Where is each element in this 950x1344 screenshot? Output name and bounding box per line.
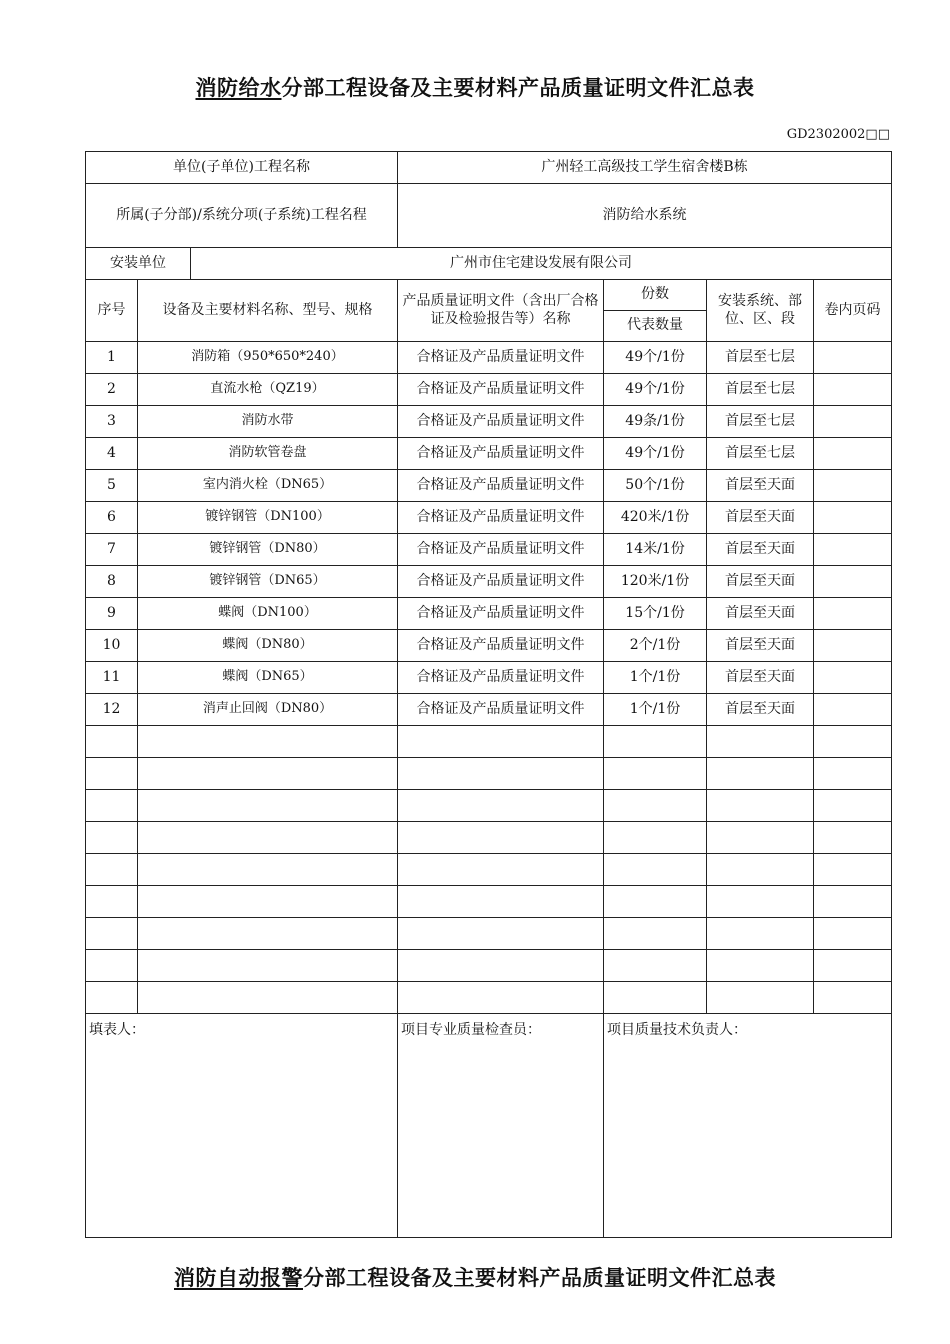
- row-location: [707, 790, 814, 822]
- row-page: [814, 662, 892, 694]
- row-page: [814, 790, 892, 822]
- row-material: 直流水枪（QZ19）: [138, 374, 398, 406]
- row-material: [138, 758, 398, 790]
- col-material: 设备及主要材料名称、型号、规格: [138, 280, 398, 342]
- row-seq: [86, 790, 138, 822]
- row-material: 镀锌钢管（DN80）: [138, 534, 398, 566]
- row-page: [814, 566, 892, 598]
- row-location: 首层至天面: [707, 630, 814, 662]
- row-material: [138, 726, 398, 758]
- row-seq: [86, 982, 138, 1014]
- row-page: [814, 534, 892, 566]
- table-row: [86, 886, 892, 918]
- table-row: [86, 758, 892, 790]
- row-material: 镀锌钢管（DN100）: [138, 502, 398, 534]
- row-quantity: [604, 886, 707, 918]
- row-certificate: 合格证及产品质量证明文件: [398, 662, 604, 694]
- row-seq: 9: [86, 598, 138, 630]
- row-seq: [86, 950, 138, 982]
- table-row: [86, 566, 892, 598]
- row-seq: 7: [86, 534, 138, 566]
- install-row: [86, 248, 892, 280]
- row-quantity: 50个/1份: [604, 470, 707, 502]
- row-quantity: [604, 918, 707, 950]
- next-title-text: 分部工程设备及主要材料产品质量证明文件汇总表: [303, 1265, 776, 1290]
- row-seq: 8: [86, 566, 138, 598]
- row-material: 消声止回阀（DN80）: [138, 694, 398, 726]
- row-quantity: [604, 758, 707, 790]
- row-page: [814, 950, 892, 982]
- row-location: [707, 822, 814, 854]
- row-quantity: 49条/1份: [604, 406, 707, 438]
- row-seq: 3: [86, 406, 138, 438]
- row-quantity: 1个/1份: [604, 694, 707, 726]
- row-seq: [86, 854, 138, 886]
- row-page: [814, 342, 892, 374]
- row-location: 首层至天面: [707, 534, 814, 566]
- table-row: [86, 342, 892, 374]
- table-row: [86, 502, 892, 534]
- row-certificate: [398, 790, 604, 822]
- row-certificate: [398, 822, 604, 854]
- row-location: 首层至天面: [707, 694, 814, 726]
- row-seq: [86, 726, 138, 758]
- subdivision-value: 消防给水系统: [398, 184, 892, 248]
- row-material: 消防箱（950*650*240）: [138, 342, 398, 374]
- row-material: [138, 822, 398, 854]
- row-quantity: 1个/1份: [604, 662, 707, 694]
- table-row: [86, 598, 892, 630]
- row-certificate: 合格证及产品质量证明文件: [398, 534, 604, 566]
- row-material: 消防水带: [138, 406, 398, 438]
- row-quantity: 120米/1份: [604, 566, 707, 598]
- table-row: [86, 854, 892, 886]
- row-location: [707, 854, 814, 886]
- row-page: [814, 502, 892, 534]
- row-certificate: [398, 950, 604, 982]
- row-seq: [86, 822, 138, 854]
- col-seq: 序号: [86, 280, 138, 342]
- row-material: [138, 982, 398, 1014]
- form-code: GD2302002□□: [786, 127, 890, 142]
- row-location: 首层至天面: [707, 566, 814, 598]
- row-certificate: 合格证及产品质量证明文件: [398, 342, 604, 374]
- row-location: 首层至天面: [707, 662, 814, 694]
- table-row: [86, 726, 892, 758]
- row-certificate: [398, 854, 604, 886]
- row-seq: 6: [86, 502, 138, 534]
- row-location: [707, 758, 814, 790]
- row-location: 首层至七层: [707, 342, 814, 374]
- row-quantity: 2个/1份: [604, 630, 707, 662]
- row-seq: 12: [86, 694, 138, 726]
- subsystem-name: 消防给水: [195, 75, 282, 100]
- row-material: [138, 790, 398, 822]
- row-location: [707, 886, 814, 918]
- row-page: [814, 598, 892, 630]
- title-text: 分部工程设备及主要材料产品质量证明文件汇总表: [281, 75, 755, 100]
- table-row: [86, 662, 892, 694]
- row-quantity: 15个/1份: [604, 598, 707, 630]
- row-certificate: 合格证及产品质量证明文件: [398, 374, 604, 406]
- table-row: [86, 438, 892, 470]
- install-value: 广州市住宅建设发展有限公司: [191, 248, 892, 280]
- signature-row: [86, 1014, 892, 1238]
- row-quantity: [604, 822, 707, 854]
- row-page: [814, 630, 892, 662]
- unit-row: [86, 152, 892, 184]
- column-header-row: [86, 280, 892, 311]
- col-location: 安装系统、部位、区、段: [707, 280, 814, 342]
- col-quantity: 代表数量: [604, 311, 707, 342]
- row-seq: 11: [86, 662, 138, 694]
- subdivision-row: [86, 184, 892, 248]
- row-location: 首层至七层: [707, 406, 814, 438]
- row-certificate: 合格证及产品质量证明文件: [398, 630, 604, 662]
- row-certificate: [398, 726, 604, 758]
- row-quantity: 14米/1份: [604, 534, 707, 566]
- row-certificate: [398, 918, 604, 950]
- row-certificate: 合格证及产品质量证明文件: [398, 598, 604, 630]
- row-location: 首层至天面: [707, 502, 814, 534]
- row-page: [814, 470, 892, 502]
- row-certificate: 合格证及产品质量证明文件: [398, 502, 604, 534]
- row-seq: 10: [86, 630, 138, 662]
- row-material: 消防软管卷盘: [138, 438, 398, 470]
- row-material: 蝶阀（DN100）: [138, 598, 398, 630]
- row-quantity: [604, 950, 707, 982]
- row-location: 首层至天面: [707, 470, 814, 502]
- row-material: [138, 886, 398, 918]
- row-quantity: [604, 726, 707, 758]
- summary-table: [85, 151, 892, 1238]
- install-label: 安装单位: [86, 248, 191, 280]
- row-quantity: 420米/1份: [604, 502, 707, 534]
- row-seq: 2: [86, 374, 138, 406]
- table-row: [86, 982, 892, 1014]
- table-row: [86, 470, 892, 502]
- table-row: [86, 406, 892, 438]
- row-seq: [86, 918, 138, 950]
- table-row: [86, 630, 892, 662]
- row-page: [814, 374, 892, 406]
- row-location: [707, 726, 814, 758]
- row-seq: [86, 758, 138, 790]
- unit-value: 广州轻工高级技工学生宿舍楼B栋: [398, 152, 892, 184]
- table-row: [86, 790, 892, 822]
- row-certificate: [398, 982, 604, 1014]
- row-page: [814, 694, 892, 726]
- row-quantity: 49个/1份: [604, 374, 707, 406]
- subdivision-label: 所属(子分部)/系统分项(子系统)工程名程: [86, 184, 398, 248]
- page-title: [0, 72, 950, 102]
- row-certificate: 合格证及产品质量证明文件: [398, 470, 604, 502]
- filler-signature: 填表人：: [86, 1014, 398, 1238]
- row-quantity: [604, 790, 707, 822]
- row-certificate: 合格证及产品质量证明文件: [398, 406, 604, 438]
- row-quantity: [604, 854, 707, 886]
- row-seq: 1: [86, 342, 138, 374]
- row-location: 首层至天面: [707, 598, 814, 630]
- row-location: 首层至七层: [707, 438, 814, 470]
- row-seq: 5: [86, 470, 138, 502]
- row-page: [814, 918, 892, 950]
- row-page: [814, 886, 892, 918]
- row-location: [707, 950, 814, 982]
- unit-label: 单位(子单位)工程名称: [86, 152, 398, 184]
- table-row: [86, 534, 892, 566]
- col-copies: 份数: [604, 280, 707, 311]
- row-location: [707, 918, 814, 950]
- row-material: [138, 950, 398, 982]
- row-quantity: [604, 982, 707, 1014]
- row-certificate: [398, 886, 604, 918]
- row-quantity: 49个/1份: [604, 342, 707, 374]
- row-page: [814, 822, 892, 854]
- col-certificate: 产品质量证明文件（含出厂合格证及检验报告等）名称: [398, 280, 604, 342]
- row-page: [814, 982, 892, 1014]
- table-row: [86, 694, 892, 726]
- row-seq: 4: [86, 438, 138, 470]
- row-page: [814, 758, 892, 790]
- row-certificate: 合格证及产品质量证明文件: [398, 566, 604, 598]
- table-row: [86, 950, 892, 982]
- row-page: [814, 854, 892, 886]
- inspector-signature: 项目专业质量检查员：: [398, 1014, 604, 1238]
- row-location: [707, 982, 814, 1014]
- row-page: [814, 438, 892, 470]
- row-location: 首层至七层: [707, 374, 814, 406]
- row-certificate: 合格证及产品质量证明文件: [398, 438, 604, 470]
- next-subsystem-name: 消防自动报警: [174, 1265, 303, 1290]
- row-material: 镀锌钢管（DN65）: [138, 566, 398, 598]
- table-row: [86, 822, 892, 854]
- row-material: 室内消火栓（DN65）: [138, 470, 398, 502]
- table-row: [86, 918, 892, 950]
- row-seq: [86, 886, 138, 918]
- row-certificate: [398, 758, 604, 790]
- tech-lead-signature: 项目质量技术负责人：: [604, 1014, 892, 1238]
- row-quantity: 49个/1份: [604, 438, 707, 470]
- row-page: [814, 726, 892, 758]
- table-row: [86, 374, 892, 406]
- row-material: [138, 918, 398, 950]
- row-certificate: 合格证及产品质量证明文件: [398, 694, 604, 726]
- next-page-title: [0, 1262, 950, 1292]
- row-page: [814, 406, 892, 438]
- row-material: [138, 854, 398, 886]
- row-material: 蝶阀（DN65）: [138, 662, 398, 694]
- col-page: 卷内页码: [814, 280, 892, 342]
- row-material: 蝶阀（DN80）: [138, 630, 398, 662]
